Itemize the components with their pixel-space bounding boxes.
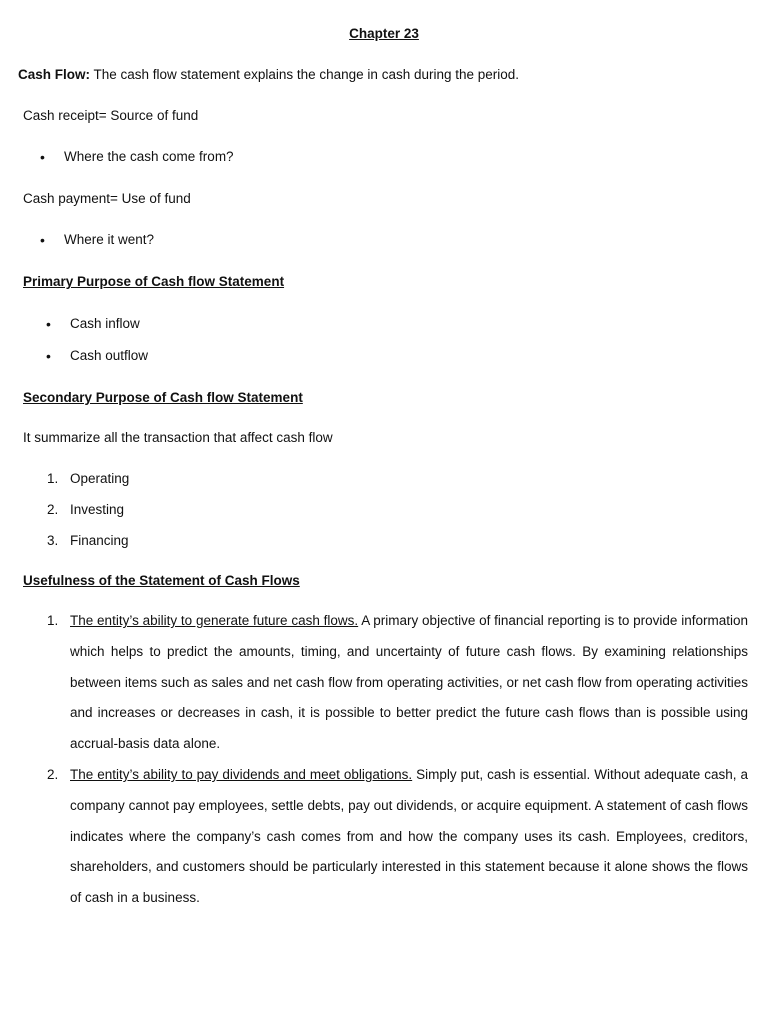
usefulness-paragraph-1 [70,606,748,760]
cash-receipt-line: Cash receipt= Source of fund [23,108,199,123]
intro-label: Cash Flow: [18,67,91,82]
usefulness-item-body: A primary objective of financial reporting is to provide information which helps to predict the amounts, timing, and uncertainty of future cash flows. By examining relationships between items such as sales and net cash flow from operating activities, or net cash flow from operating activities and increases or decreases in cash, it is possible to better predict the future cash flows than is possible using accrual-basis data alone. [70,613,748,752]
chapter-title: Chapter 23 [349,26,419,41]
intro-text: The cash flow statement explains the change in cash during the period. [90,67,520,82]
cash-payment-line: Cash payment= Use of fund [23,191,191,206]
list-number: 2. [47,502,59,517]
primary-item-outflow: Cash outflow [70,348,149,363]
primary-purpose-heading: Primary Purpose of Cash flow Statement [23,274,285,289]
list-item-investing: Investing [70,502,125,517]
bullet-icon: • [40,149,45,165]
intro-line [18,66,519,84]
primary-item-inflow: Cash inflow [70,316,140,331]
bullet-icon: • [46,316,51,332]
list-number: 1. [47,471,59,486]
usefulness-item-body: Simply put, cash is essential. Without adequate cash, a company cannot pay employees, settle debts, pay out dividends, or acquire equipment. A statement of cash flows indicates where the company’s cash comes from and how the company uses its cash. Employees, creditors, shareholders, and customers should be particularly interested in this statement because it alone shows the flows of cash in a business. [70,767,748,906]
usefulness-item-title: The entity’s ability to pay dividends and meet obligations. [70,767,413,782]
usefulness-paragraph-2 [70,760,748,914]
usefulness-heading: Usefulness of the Statement of Cash Flows [23,573,300,588]
cash-payment-bullet: Where it went? [64,232,155,247]
usefulness-item-title: The entity’s ability to generate future cash flows. [70,613,359,628]
secondary-purpose-heading: Secondary Purpose of Cash flow Statement [23,390,303,405]
cash-receipt-bullet: Where the cash come from? [64,149,234,164]
bullet-icon: • [40,232,45,248]
list-item-financing: Financing [70,533,129,548]
list-number: 3. [47,533,59,548]
list-item-operating: Operating [70,471,130,486]
list-number: 2. [47,767,59,782]
list-number: 1. [47,613,59,628]
bullet-icon: • [46,348,51,364]
secondary-purpose-text: It summarize all the transaction that affect cash flow [23,430,333,445]
